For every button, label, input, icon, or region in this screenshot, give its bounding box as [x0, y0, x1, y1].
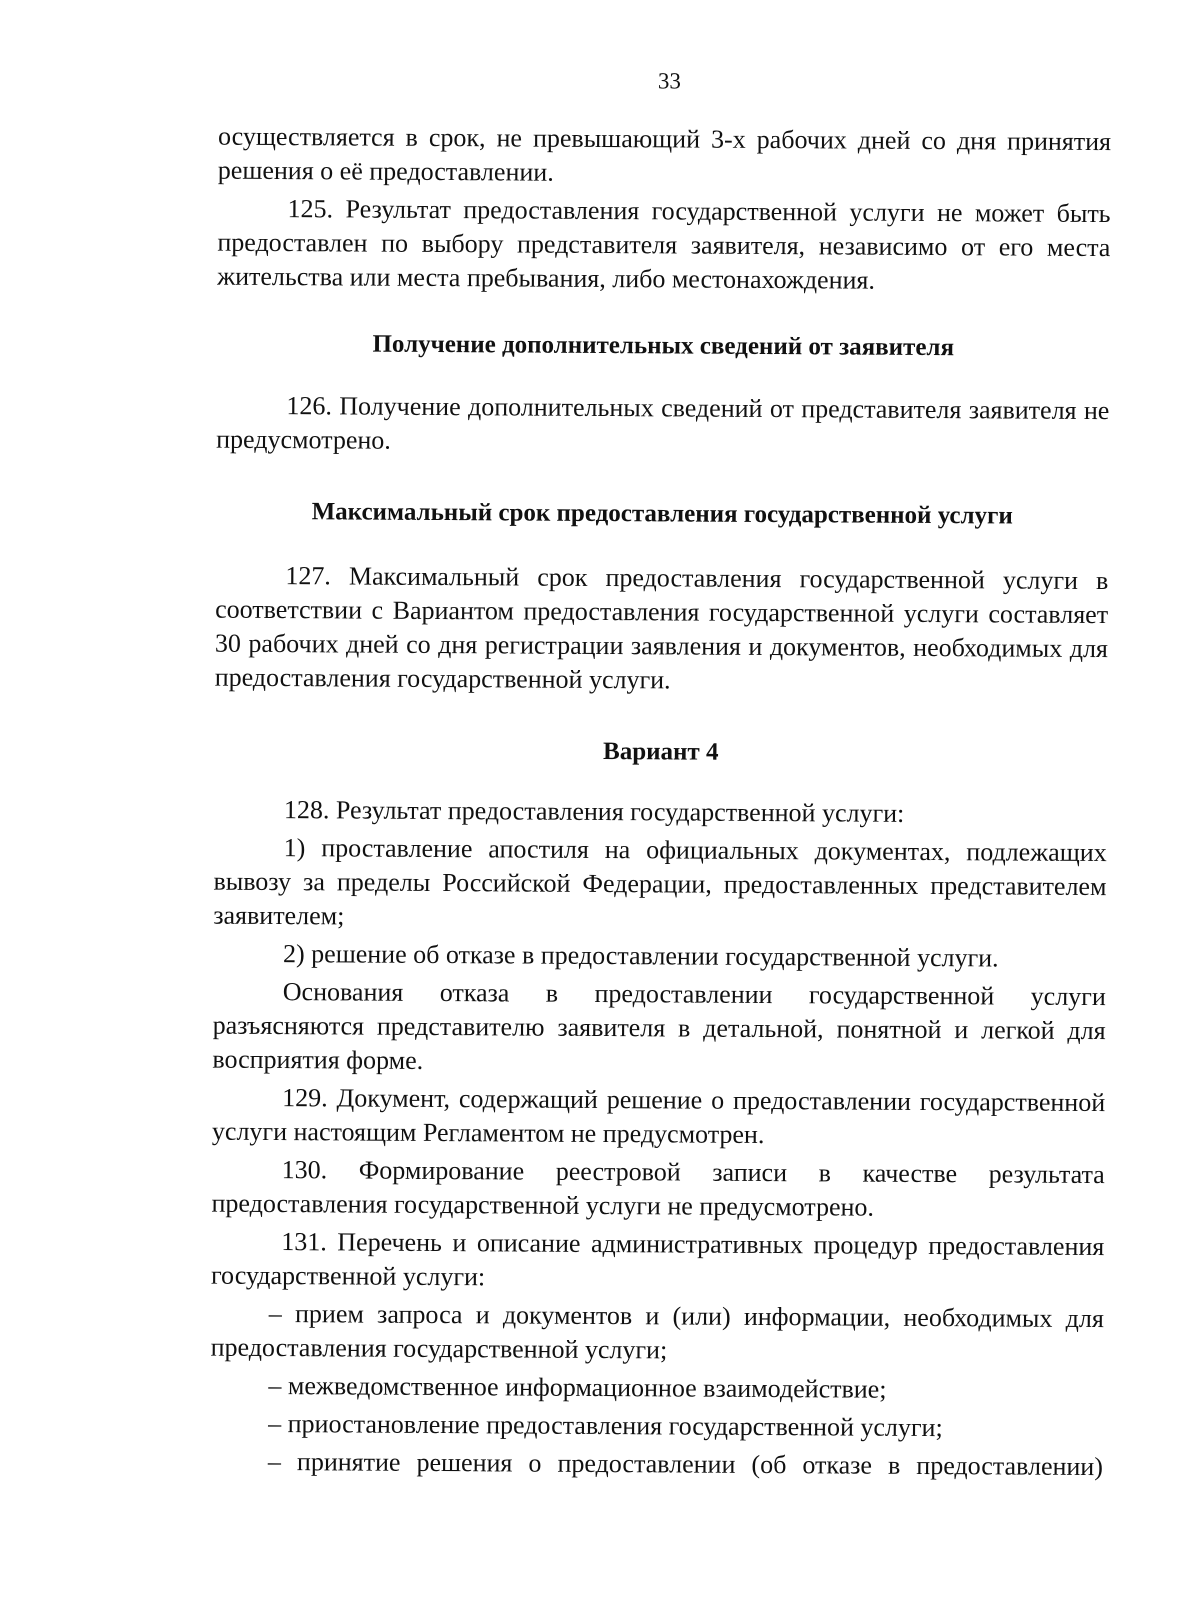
paragraph-continuation: осуществляется в срок, не превышающий 3-х рабочих дней со дня принятия решения о её предоставлении. [217, 121, 1112, 187]
paragraph-128-item-2: 2) решение об отказе в предоставлении государственной услуги. [282, 939, 999, 973]
paragraph-129: 129. Документ, содержащий решение о предоставлении государственной услуги настоящим Регламентом не предусмотрен. [211, 1083, 1106, 1150]
paragraph-125: 125. Результат предоставления государственной услуги не может быть предоставлен по выбору представителя заявителя, независимо от его места жительства или места пребывания, либо местонахождения. [217, 194, 1111, 295]
document-body [210, 120, 1111, 1484]
list-item-procedure-2: – межведомственное информационное взаимодействие; [268, 1370, 887, 1404]
paragraph-128-item-1: 1) проставление апостиля на официальных документах, подлежащих вывозу за пределы Российской Федерации, предоставленных представителем заявителем; [213, 833, 1107, 931]
paragraph-128-grounds: Основания отказа в предоставлении государственной услуги разъясняются представителю заявителя в детальной, понятной и легкой для восприятия форме. [212, 977, 1106, 1075]
section-heading-variant-4: Вариант 4 [602, 738, 719, 766]
paragraph-130: 130. Формирование реестровой записи в качестве результата предоставления государственной услуги не предусмотрено. [211, 1155, 1105, 1222]
list-item-procedure-3: – приостановление предоставления государственной услуги; [268, 1408, 943, 1443]
section-heading-additional-info: Получение дополнительных сведений от заявителя [372, 330, 955, 362]
paragraph-131: 131. Перечень и описание административных процедур предоставления государственной услуги: [211, 1227, 1105, 1292]
section-heading-max-term: Максимальный срок предоставления государственной услуги [311, 498, 1013, 530]
paragraph-126: 126. Получение дополнительных сведений от представителя заявителя не предусмотрено. [216, 391, 1110, 455]
page-number: 33 [657, 68, 681, 94]
list-item-procedure-1: – прием запроса и документов и (или) информации, необходимых для предоставления государственной услуги; [210, 1298, 1104, 1365]
list-item-procedure-4: – принятие решения о предоставлении (об отказе в предоставлении) [267, 1446, 1104, 1482]
paragraph-128: 128. Результат предоставления государственной услуги: [283, 795, 905, 828]
paragraph-127: 127. Максимальный срок предоставления государственной услуги в соответствии с Вариантом предоставления государственной услуги составляет 30 рабочих дней со дня регистрации заявления и документов, необходимых для предоставления государственной услуги. [214, 561, 1109, 695]
